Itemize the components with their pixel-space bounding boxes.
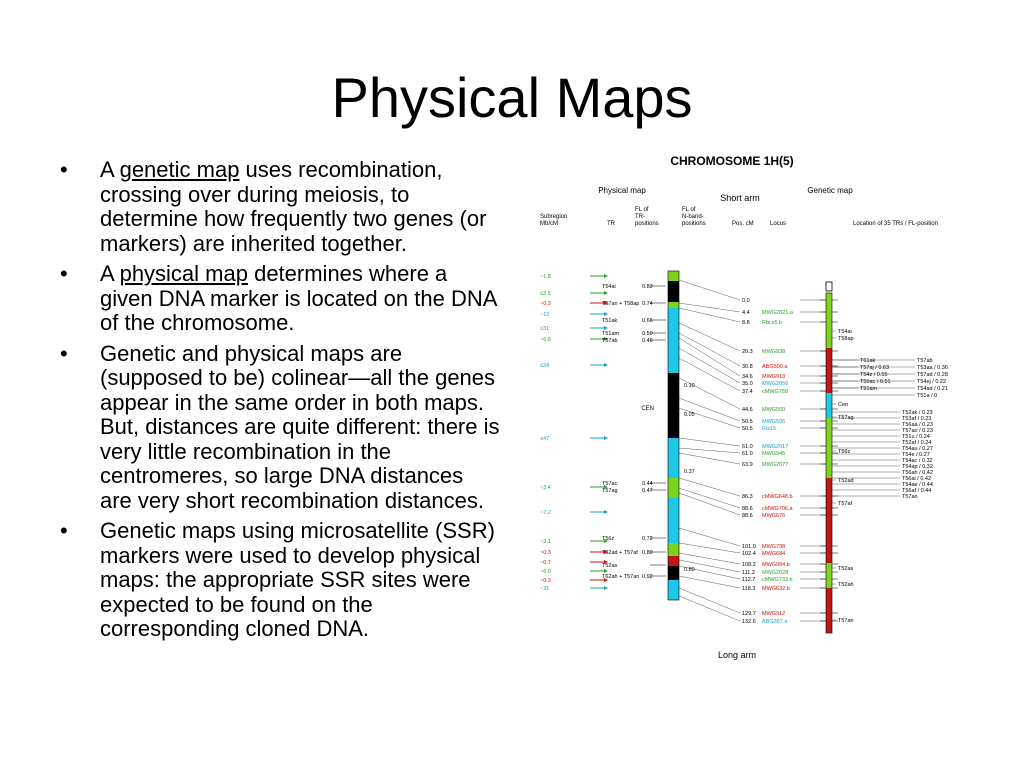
cen-label: CEN [641,406,654,412]
right-tr-label: T51am [860,386,878,392]
right-tr-label: T57ad / 0.28 [917,372,948,378]
genetic-band [826,348,832,393]
physical-band [668,498,679,543]
fl-value: 0.72 [642,536,653,542]
locus-position: 101.0 [742,544,756,550]
tr-label: T57an + T58ap [602,301,640,307]
locus-name: MWG2021.a [762,310,793,316]
tr-column [602,284,666,580]
right-tr-label: T52ah [838,582,854,588]
physical-band [668,543,679,556]
bullet-colinear: • Genetic and physical maps are (supposed to be) colinear—all the genes appear in the same order in both maps. But, distances are quite different: there is very little recombination in the centromeres, so large DNA distances are very short recombination distances. [60,342,500,514]
fl-value: 0.50 [642,331,653,337]
hdr-fl-nband-2: N-band- [682,214,704,220]
subregion-arrowhead [604,510,608,514]
right-tr-label: T54au / 0.27 [902,446,933,452]
locus-name: MWG913 [762,374,786,380]
bullet-text: determines where a given DNA marker is located on the DNA of the chromosome. [100,261,497,335]
locus-position: 50.5 [742,419,753,425]
connector-phys-locus [679,553,740,564]
figure-title: CHROMOSOME 1H(5) [670,154,794,168]
right-tr-label: T54ej / 0.22 [917,379,947,385]
right-tr-label: T53aa / 0.36 [917,365,948,371]
locus-name: MWG984.b [762,562,790,568]
connector-phys-locus [679,488,740,508]
connector-phys-locus [679,588,740,613]
hdr-pos-cm: Pos. cM [732,221,754,227]
locus-name: MWG2017 [762,444,789,450]
locus-name: MWG738 [762,544,786,550]
genetic-band [826,293,832,348]
right-tr-label: T54ad / 0.21 [917,386,948,392]
chromosome-diagram [510,148,970,668]
connector-phys-locus [679,338,740,376]
subregion-label: ~6.8 [540,337,551,343]
connector-phys-locus [679,478,740,496]
subregion-label: ~7.2 [540,510,551,516]
locus-position: 86.3 [742,494,753,500]
right-tr-label: T54ai [838,329,852,335]
locus-name: Rbcs5.b [762,320,783,326]
tr-label: T62ah + T57an [602,574,640,580]
fl-value: 0.74 [642,301,653,307]
connector-phys-locus [679,333,740,366]
physical-chromosome [668,271,679,600]
locus-name: MWG2077 [762,462,789,468]
right-tr-label: T56af / 0.44 [902,488,932,494]
genetic-chromosome [826,282,832,633]
subregion-label: ~0.3 [540,550,551,556]
locus-name: MWG560 [762,407,786,413]
bullet-text: A [100,157,120,182]
locus-name: ABG387.a [762,619,788,625]
chromosome-figure [510,148,970,668]
connector-lines [679,280,838,621]
locus-position: 0.0 [742,298,750,304]
locus-column [742,298,794,625]
subregion-label: ≤34 [540,363,550,369]
locus-name: MWG2028 [762,570,789,576]
connector-phys-locus [679,280,740,300]
locus-name: MWG632.b [762,586,790,592]
subregion-label: ≤47 [540,436,550,442]
subregion-arrowhead [604,326,608,330]
genetic-band [826,563,832,588]
connector-phys-locus [679,596,740,621]
hdr-subregion: Subregion [540,214,568,220]
right-tr-label: T52as [838,566,854,572]
right-tr-label: T52ak / 0.23 [902,410,933,416]
bullet-text: A [100,261,120,286]
hdr-fl-tr-3: positions [635,221,659,227]
right-tr-label: T56z [838,449,851,455]
long-arm-label: Long arm [717,650,757,660]
genetic-telomere [826,282,832,291]
physical-band [668,478,679,498]
physical-band [668,271,679,281]
right-tr-label: T61ak [860,358,876,364]
bullet-physical-map [60,262,500,336]
hdr-mbcm: Mb/cM [540,221,558,227]
connector-phys-locus [679,408,740,428]
right-tr-label: T54ac / 0.32 [902,458,933,464]
locus-position: 50.5 [742,426,753,432]
locus-position: 8.8 [742,320,750,326]
physical-band [668,281,679,302]
tr-label: T62ad + T57af [602,550,638,556]
fl-value: 0.80 [642,550,653,556]
locus-position: 20.3 [742,349,753,355]
right-tr-column [832,329,948,624]
genetic-band [826,588,832,633]
fl-value: 0.66 [642,318,653,324]
hdr-locus: Locus [770,221,787,227]
fl-value: 0.46 [642,338,653,344]
locus-position: 4.4 [742,310,750,316]
locus-position: 88.6 [742,513,753,519]
right-tr-label: T57aj / 0.63 [860,365,890,371]
physical-band [668,398,679,420]
right-tr-label: T58ap [838,336,854,342]
genetic-map-link[interactable]: genetic map [119,157,240,182]
right-tr-label: T57ab [917,358,933,364]
genetic-band [826,478,832,563]
right-tr-label: T56ai / 0.42 [902,476,932,482]
tr-label: T51ak [602,318,618,324]
right-tr-label: T54ap / 0.32 [902,464,933,470]
locus-name: MWG2056 [762,381,789,387]
connector-phys-locus [679,308,740,322]
physical-band [668,580,679,600]
physical-band [668,302,679,308]
subregion-arrowhead [604,436,608,440]
physical-band [668,420,679,438]
hdr-fl-nband-1: FL of [682,207,696,213]
right-tr-label: T57an [838,618,854,624]
hdr-location-35: Location of 35 TRs / FL-position [853,221,938,227]
right-tr-label: T56ah / 0.42 [902,470,933,476]
fl-value: 0.05 [684,412,695,418]
locus-name: MWG684 [762,551,786,557]
subregion-label: ≤3.5 [540,291,551,297]
subregion-label: ~21 [540,586,550,592]
subregion-label: ~1.8 [540,274,551,280]
physical-map-label: Physical map [598,186,646,195]
genetic-band [826,393,832,418]
locus-position: 88.6 [742,506,753,512]
hdr-fl-nband-3: positions [682,221,706,227]
tr-label: T51am [602,331,620,337]
subregion-label: ~3.1 [540,539,551,545]
subregion-label: ~0.7 [540,560,551,566]
genetic-map-label: Genetic map [807,186,853,195]
right-tr-label: T51a / 0 [917,393,938,399]
tr-label: T57ab [602,338,618,344]
connector-phys-locus [679,438,740,446]
locus-position: 44.6 [742,407,753,413]
subregion-label: ~3.4 [540,485,551,491]
physical-band [668,373,679,398]
right-tr-label: T56aa / 0.23 [902,422,933,428]
locus-name: cMWG648.b [762,494,793,500]
hdr-fl-tr-2: TR- [635,214,645,220]
locus-position: 112.7 [742,577,756,583]
right-tr-label: T52af / 0.24 [902,440,932,446]
connector-phys-locus [679,453,740,464]
tr-label: T52as [602,563,618,569]
locus-position: 102.4 [742,551,756,557]
tr-label: T57ag [602,488,618,494]
connector-phys-locus [679,543,740,553]
fl-value: 0.47 [642,488,653,494]
connector-phys-locus [679,348,740,383]
right-tr-label: T54e / 0.27 [902,452,930,458]
locus-position: 30.8 [742,364,753,370]
connector-phys-locus [679,323,740,351]
locus-position: 111.2 [742,570,755,576]
locus-position: 37.4 [742,389,753,395]
connector-phys-locus [679,528,740,546]
subregion-label: ~0.3 [540,578,551,584]
right-tr-label: T54z / 0.55 [860,372,888,378]
genetic-band [826,418,832,478]
fl-value: 0.92 [642,574,653,580]
right-tr-label: Cen [838,402,849,408]
fl-value: 0.89 [684,567,695,573]
fl-value: 0.83 [642,284,653,290]
right-tr-label: T52ad [838,478,854,484]
physical-map-link[interactable]: physical map [119,261,248,286]
short-arm-label: Short arm [720,193,760,203]
locus-position: 63.9 [742,462,753,468]
right-tr-label: T57ag [838,415,854,421]
physical-band [668,556,679,566]
locus-name: MWG938 [762,349,786,355]
right-tr-label: T53af / 0.23 [902,416,932,422]
connector-phys-locus [679,576,740,588]
locus-name: MWG945 [762,451,786,457]
locus-name: MWG506 [762,419,786,425]
subregion-arrowhead [604,569,608,573]
locus-name: MWG912 [762,611,786,617]
subregion-label: ~0.3 [540,301,551,307]
locus-position: 35.0 [742,381,753,387]
fl-value: 0.44 [642,481,653,487]
subregion-arrowhead [604,312,608,316]
locus-name: ABG500.a [762,364,788,370]
connector-phys-locus [679,448,740,453]
locus-position: 129.7 [742,611,756,617]
locus-position: 108.2 [742,562,756,568]
hdr-tr: TR [607,221,615,227]
tr-label: T57ac [602,481,618,487]
subregion-arrowhead [604,586,608,590]
right-tr-label: T55ac / 0.51 [860,379,891,385]
subregion-column [540,274,608,592]
subregion-arrowhead [604,363,608,367]
locus-name: MWG676 [762,513,786,519]
connector-phys-locus [679,493,740,515]
right-tr-label: T57ao [902,494,918,500]
connector-phys-locus [679,303,740,312]
locus-position: 61.0 [742,444,753,450]
right-tr-label: T57af [838,501,853,507]
locus-name: cMWG733.b [762,577,793,583]
right-tr-label: T54ae / 0.44 [902,482,933,488]
bullet-text: uses recombination, crossing over during meiosis, to determine how frequently two genes (or markers) are inherited together. [100,157,487,256]
locus-position: 34.6 [742,374,753,380]
fl-value: 0.10 [684,383,695,389]
locus-name: cMWG758 [762,389,788,395]
fl-value: 0.37 [684,469,695,475]
bullet-genetic-map [60,158,500,256]
locus-position: 132.6 [742,619,756,625]
subregion-label: ~15 [540,312,550,318]
slide-title: Physical Maps [331,66,693,129]
locus-position: 61.0 [742,451,753,457]
physical-band [668,308,679,373]
right-tr-label: T51u / 0.24 [902,434,930,440]
subregion-label: ≤31 [540,326,550,332]
locus-name: cMWG706.a [762,506,793,512]
subregion-label: ~6.0 [540,569,551,575]
locus-name: Ris15 [762,426,777,432]
subregion-arrowhead [604,291,608,295]
subregion-arrowhead [604,274,608,278]
physical-band [668,566,679,580]
bullet-list [60,158,500,648]
physical-band [668,438,679,478]
hdr-fl-tr-1: FL of [635,207,649,213]
tr-label: T54ai [602,284,616,290]
tr-label: T56z [602,536,615,542]
right-tr-label: T57ao / 0.23 [902,428,933,434]
bullet-ssr: • Genetic maps using microsatellite (SSR) markers were used to develop physical maps: the appropriate SSR sites were expected to be found on the corresponding cloned DNA. [60,519,500,642]
locus-position: 118.3 [742,586,756,592]
